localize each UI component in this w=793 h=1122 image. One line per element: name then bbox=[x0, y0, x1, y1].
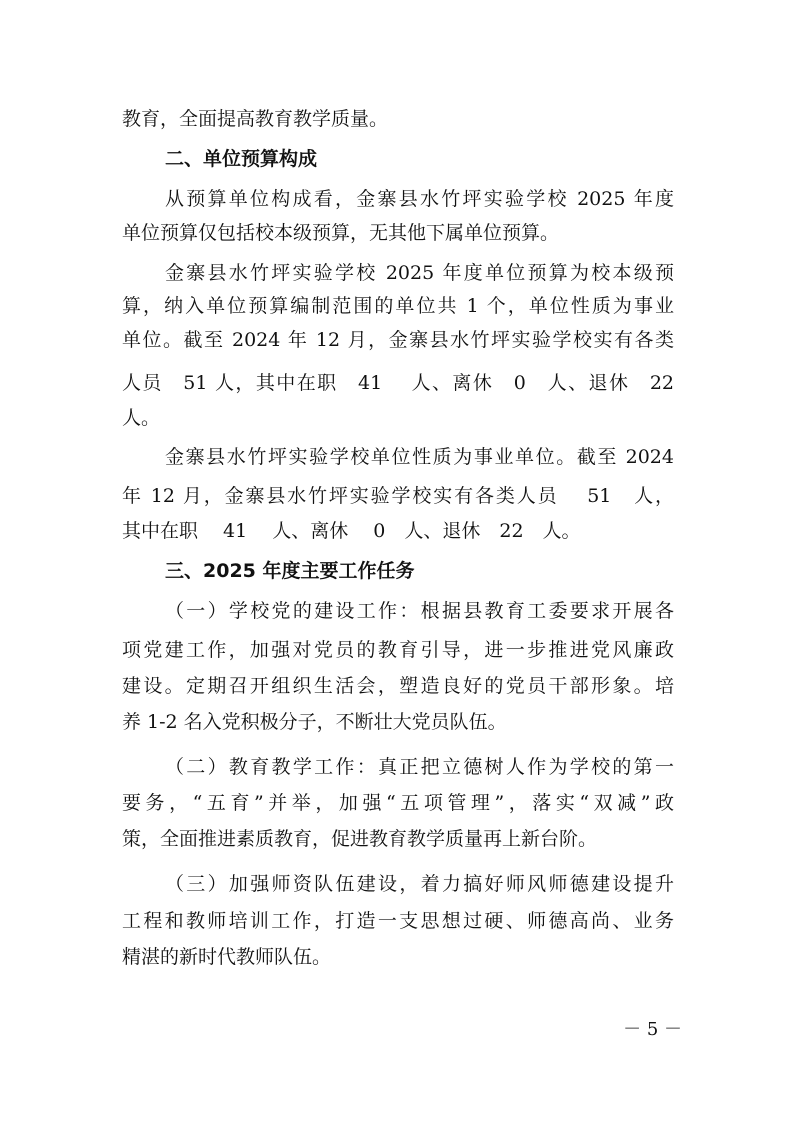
paragraph-line: 项党建工作，加强对党员的教育引导，进一步推进党风廉政 bbox=[122, 639, 674, 661]
paragraph-line: 从预算单位构成看，金寨县水竹坪实验学校 2025 年度 bbox=[165, 188, 674, 210]
paragraph-line: （三）加强师资队伍建设，着力搞好师风师德建设提升 bbox=[165, 873, 674, 895]
paragraph-line: （一）学校党的建设工作：根据县教育工委要求开展各 bbox=[165, 600, 674, 622]
paragraph-line: 要务，“五育”并举，加强“五项管理”，落实“双减”政 bbox=[122, 792, 674, 814]
paragraph-line: 单位。截至 2024 年 12 月，金寨县水竹坪实验学校实有各类 bbox=[122, 329, 674, 351]
paragraph-line: 金寨县水竹坪实验学校单位性质为事业单位。截至 2024 bbox=[165, 446, 674, 468]
paragraph-line: 其中在职 41 人、离休 0 人、退休 22 人。 bbox=[122, 520, 581, 542]
paragraph-line: 养 1-2 名入党积极分子，不断壮大党员队伍。 bbox=[122, 711, 507, 733]
paragraph-line: 年 12 月，金寨县水竹坪实验学校实有各类人员 51 人， bbox=[122, 485, 674, 507]
paragraph-line: 人员 51 人，其中在职 41 人、离休 0 人、退休 22 bbox=[122, 372, 674, 394]
section-heading: 三、2025 年度主要工作任务 bbox=[165, 560, 415, 582]
paragraph-line: 精湛的新时代教师队伍。 bbox=[122, 946, 332, 968]
paragraph-line: 算，纳入单位预算编制范围的单位共 1 个，单位性质为事业 bbox=[122, 295, 674, 317]
page-number: － 5 － bbox=[623, 1019, 682, 1040]
paragraph-line: 金寨县水竹坪实验学校 2025 年度单位预算为校本级预 bbox=[165, 262, 674, 284]
paragraph-line: 单位预算仅包括校本级预算，无其他下属单位预算。 bbox=[122, 222, 560, 244]
paragraph-line: 工程和教师培训工作，打造一支思想过硬、师德高尚、业务 bbox=[122, 910, 674, 932]
paragraph-line: 建设。定期召开组织生活会，塑造良好的党员干部形象。培 bbox=[122, 675, 674, 697]
paragraph-line: 人。 bbox=[122, 407, 161, 429]
paragraph-line: 教育，全面提高教育教学质量。 bbox=[122, 108, 389, 130]
section-heading: 二、单位预算构成 bbox=[165, 148, 318, 170]
paragraph-line: 策，全面推进素质教育，促进教育教学质量再上新台阶。 bbox=[122, 828, 598, 850]
paragraph-line: （二）教育教学工作：真正把立德树人作为学校的第一 bbox=[165, 756, 674, 778]
